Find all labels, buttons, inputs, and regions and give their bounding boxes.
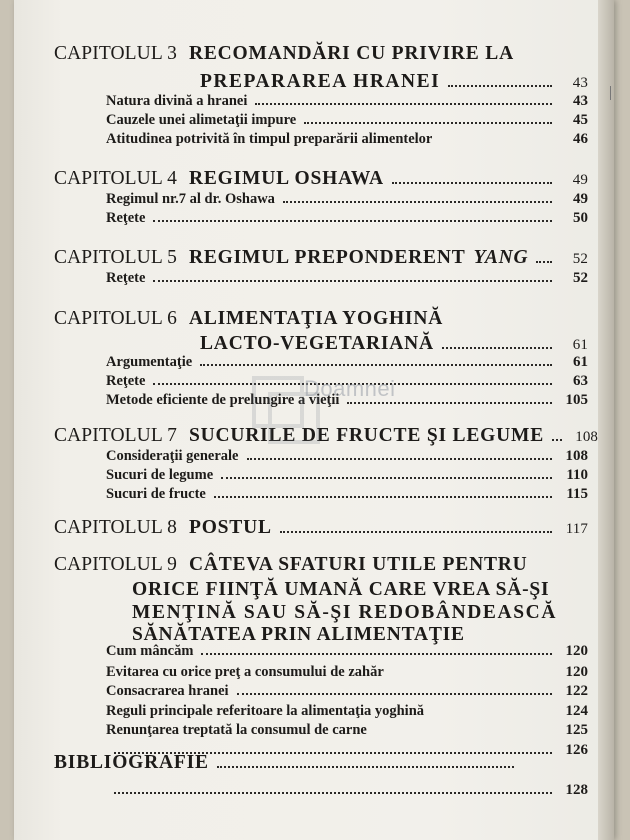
- toc-entry[interactable]: [106, 683, 588, 700]
- entry-title: Renunţarea treptată la consumul de carne: [106, 722, 367, 738]
- toc-bibliography[interactable]: [54, 752, 524, 774]
- page-number: 46: [573, 131, 588, 147]
- entry-title: Consideraţii generale: [106, 448, 239, 464]
- margin-mark: [610, 86, 611, 100]
- leader-dots: [153, 280, 552, 282]
- toc-entry[interactable]: [106, 270, 588, 287]
- page-number: 108: [575, 429, 599, 445]
- page-number: 105: [565, 392, 588, 408]
- toc-chapter-5[interactable]: [54, 247, 588, 269]
- chapter-title-continued: PREPARAREA HRANEI: [200, 71, 441, 92]
- toc-chapter-6-line2[interactable]: [200, 333, 588, 355]
- entry-title: Reţete: [106, 210, 146, 226]
- toc-entry-page-only[interactable]: [106, 782, 588, 799]
- page-number: 52: [572, 251, 588, 267]
- page-number: 120: [565, 664, 588, 680]
- entry-title: Consacrarea hranei: [106, 683, 229, 699]
- page-number: 122: [565, 683, 588, 699]
- entry-title: Evitarea cu orice preţ a consumului de zahăr: [106, 664, 384, 680]
- toc-entry[interactable]: [106, 448, 588, 465]
- book-page: [14, 0, 614, 840]
- page-number: 120: [565, 643, 588, 659]
- toc-entry[interactable]: [106, 354, 588, 371]
- leader-dots: [304, 122, 552, 124]
- leader-dots: [255, 103, 552, 105]
- chapter-number: CAPITOLUL 8: [54, 517, 177, 538]
- toc-chapter-8[interactable]: [54, 517, 588, 539]
- page-number: 108: [565, 448, 588, 464]
- chapter-title: REGIMUL OSHAWA: [188, 168, 384, 189]
- toc-entry[interactable]: [106, 643, 588, 660]
- entry-title: Argumentaţie: [106, 354, 193, 370]
- toc-entry[interactable]: [106, 722, 588, 739]
- leader-dots: [214, 496, 552, 498]
- page-number: 49: [573, 191, 588, 207]
- page-number: 43: [573, 93, 588, 109]
- page-number: 124: [565, 703, 588, 719]
- page-number: 110: [566, 467, 588, 483]
- chapter-number: CAPITOLUL 9: [54, 554, 177, 575]
- entry-title: Sucuri de legume: [106, 467, 214, 483]
- toc-chapter-6-line1[interactable]: [54, 308, 443, 330]
- page-number: 43: [572, 75, 588, 91]
- chapter-number: CAPITOLUL 4: [54, 168, 177, 189]
- leader-dots: [237, 693, 552, 695]
- entry-title: Natura divină a hranei: [106, 93, 248, 109]
- entry-title: Sucuri de fructe: [106, 486, 206, 502]
- page-number: 115: [566, 486, 588, 502]
- leader-dots: [392, 182, 552, 184]
- leader-dots: [153, 220, 552, 222]
- chapter-number: CAPITOLUL 5: [54, 247, 177, 268]
- page-number: 61: [573, 354, 588, 370]
- chapter-title: CÂTEVA SFATURI UTILE PENTRU: [188, 554, 528, 575]
- page-number: 117: [565, 521, 588, 537]
- chapter-title-continued: ORICE FIINŢĂ UMANĂ CARE VREA SĂ-ŞI: [132, 579, 550, 600]
- leader-dots: [201, 653, 552, 655]
- leader-dots: [114, 792, 552, 794]
- leader-dots: [247, 458, 553, 460]
- entry-title: Metode eficiente de prelungire a vieţii: [106, 392, 340, 408]
- chapter-number: CAPITOLUL 6: [54, 308, 177, 329]
- chapter-title: POSTUL: [188, 517, 272, 538]
- page-number: 128: [565, 782, 588, 798]
- chapter-title-italic: YANG: [473, 247, 529, 268]
- toc-entry[interactable]: [106, 210, 588, 227]
- chapter-number: CAPITOLUL 3: [54, 43, 177, 64]
- chapter-title-continued: LACTO-VEGETARIANĂ: [200, 333, 434, 354]
- toc-entry[interactable]: [106, 112, 588, 129]
- leader-dots: [283, 201, 552, 203]
- entry-title: Reţete: [106, 270, 146, 286]
- leader-dots: [442, 347, 552, 349]
- page-number: 50: [573, 210, 588, 226]
- leader-dots: [536, 261, 552, 263]
- toc-entry[interactable]: [106, 486, 588, 503]
- chapter-title: REGIMUL PREPONDERENT: [188, 247, 466, 268]
- toc-chapter-3-line1[interactable]: [54, 43, 514, 65]
- entry-title: Cauzele unei alimetaţii impure: [106, 112, 297, 128]
- leader-dots: [552, 439, 562, 441]
- toc-chapter-7[interactable]: [54, 425, 599, 447]
- watermark-text: Doamnei: [304, 376, 396, 401]
- entry-title: Regimul nr.7 al dr. Oshawa: [106, 191, 275, 207]
- toc-chapter-9-line3[interactable]: [132, 602, 557, 624]
- entry-title: Reţete: [106, 373, 146, 389]
- entry-title: Cum mâncăm: [106, 643, 194, 659]
- leader-dots: [221, 477, 552, 479]
- chapter-title: RECOMANDĂRI CU PRIVIRE LA: [188, 43, 514, 64]
- page-number: 125: [565, 722, 588, 738]
- entry-title: Atitudinea potrivită în timpul preparării alimentelor: [106, 131, 433, 147]
- leader-dots: [217, 766, 514, 768]
- page-number: 61: [572, 337, 588, 353]
- page-number: 45: [573, 112, 588, 128]
- bibliography-title: BIBLIOGRAFIE: [54, 752, 209, 773]
- toc-chapter-4[interactable]: [54, 168, 588, 190]
- toc-entry[interactable]: [106, 131, 588, 148]
- entry-title: Reguli principale referitoare la alimentaţia yoghină: [106, 703, 425, 719]
- toc-chapter-9-line2[interactable]: [132, 579, 549, 601]
- leader-dots: [200, 364, 552, 366]
- toc-entry[interactable]: [106, 703, 588, 720]
- toc-entry[interactable]: [106, 664, 588, 681]
- chapter-title-continued: SĂNĂTATEA PRIN ALIMENTAŢIE: [132, 624, 465, 645]
- page-number: 126: [565, 742, 588, 758]
- toc-chapter-3-line2[interactable]: [200, 71, 588, 93]
- toc-chapter-9-line1[interactable]: [54, 554, 528, 576]
- page-number: 63: [573, 373, 588, 389]
- toc-entry[interactable]: [106, 93, 588, 110]
- leader-dots: [280, 531, 552, 533]
- toc-entry[interactable]: [106, 191, 588, 208]
- chapter-title: SUCURILE DE FRUCTE ŞI LEGUME: [188, 425, 545, 446]
- page-edge: [598, 0, 614, 840]
- chapter-title: ALIMENTAŢIA YOGHINĂ: [188, 308, 444, 329]
- page-number: 49: [572, 172, 588, 188]
- leader-dots: [448, 85, 552, 87]
- chapter-title-continued: MENŢINĂ SAU SĂ-ŞI REDOBÂNDEASCĂ: [132, 602, 558, 623]
- leader-dots: [347, 402, 552, 404]
- chapter-number: CAPITOLUL 7: [54, 425, 177, 446]
- page-number: 52: [573, 270, 588, 286]
- toc-entry[interactable]: [106, 467, 588, 484]
